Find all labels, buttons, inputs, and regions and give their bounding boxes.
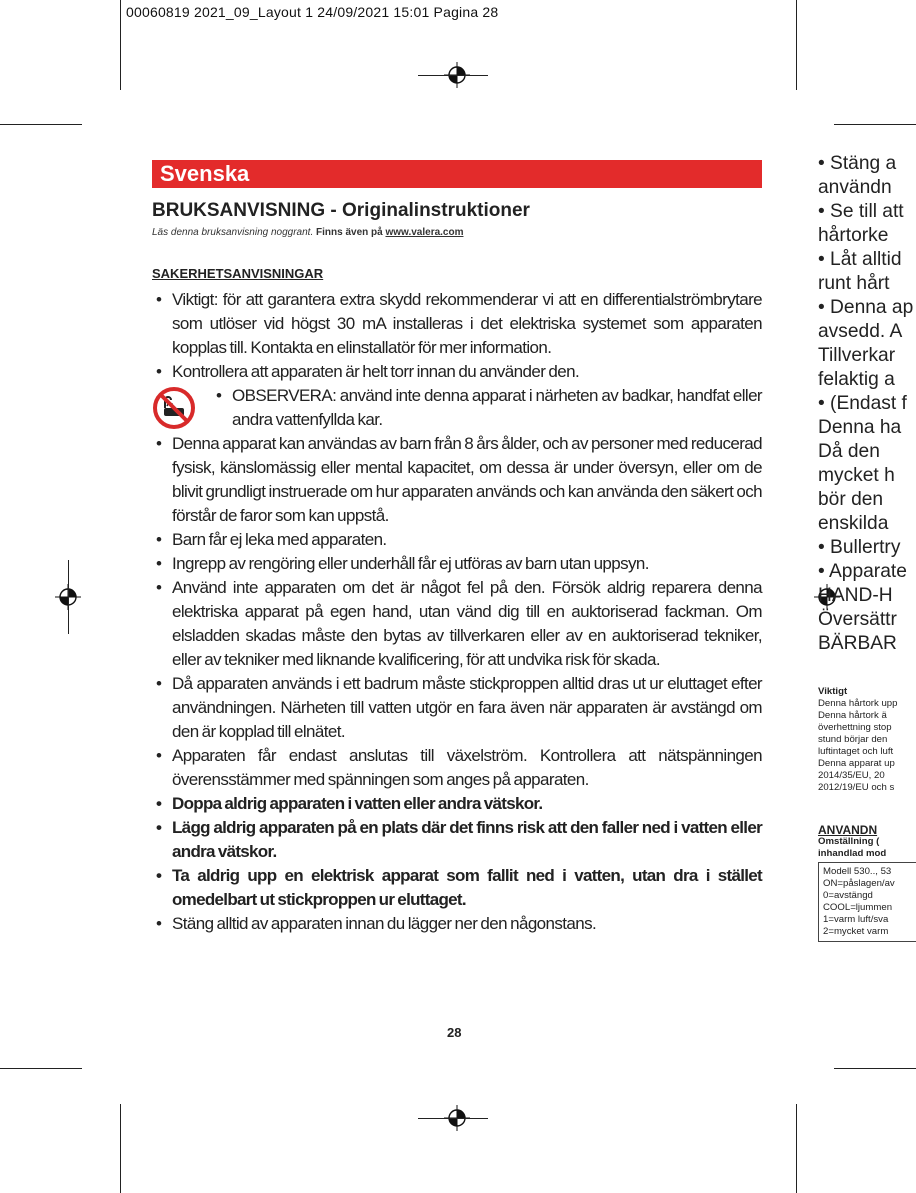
usage-subtitle bbox=[818, 836, 916, 860]
crop-mark bbox=[796, 0, 797, 90]
right-line: • Denna ap bbox=[818, 297, 914, 318]
list-item: • Ta aldrig upp en elektrisk apparat som fallit ned i vatten, utan dra i stället omedelbart ut stickproppen ur eluttaget. bbox=[156, 866, 762, 909]
right-line: mycket h bbox=[818, 465, 895, 486]
list-item-text: Ingrepp av rengöring eller underhåll får ej utföras av barn utan uppsyn. bbox=[172, 554, 649, 573]
list-item: • Då apparaten används i ett badrum måste stickproppen alltid dras ut ur eluttaget efter användningen. Närheten till vatten utgör en fara även när apparaten är avstängd om den är kopplad till elnätet. bbox=[156, 674, 762, 741]
right-line: Omställning ( bbox=[818, 836, 880, 847]
list-item: • Apparaten får endast anslutas till växelström. Kontrollera att nätspänningen överensstämmer med spänningen som anges på apparaten. bbox=[156, 746, 762, 789]
right-line: bör den bbox=[818, 489, 884, 510]
right-line: luftintaget och luft bbox=[818, 746, 894, 757]
right-line: Översättr bbox=[818, 609, 897, 630]
crop-mark bbox=[68, 560, 69, 634]
right-line: Denna hårtork ä bbox=[818, 710, 887, 721]
crop-mark bbox=[834, 124, 916, 125]
right-small-heading: Viktigt bbox=[818, 686, 848, 697]
right-line: 2=mycket varm bbox=[823, 926, 889, 937]
section-header: Svenska bbox=[152, 160, 762, 188]
right-column bbox=[818, 152, 916, 992]
list-item-text: Ta aldrig upp en elektrisk apparat som fallit ned i vatten, utan dra i stället omedelbart ut stickproppen ur eluttaget. bbox=[172, 866, 762, 909]
right-line: Denna apparat up bbox=[818, 758, 895, 769]
subtitle-bold: Finns även på bbox=[316, 227, 383, 238]
website-link[interactable]: www.valera.com bbox=[385, 227, 464, 238]
crop-mark bbox=[0, 1068, 82, 1069]
right-line: 2012/19/EU och s bbox=[818, 782, 895, 793]
right-line: hårtorke bbox=[818, 225, 889, 246]
right-small-lines bbox=[818, 698, 916, 794]
list-item-text: Använd inte apparaten om det är något fel på den. Försök aldrig reparera denna elektriska apparat på egen hand, utan vänd dig till en auktoriserad fackman. Om elsladden skadas måste den bytas av tillverkaren eller av en auktoriserad tekniker, eller av tekniker med liknande kvalificering, för att undvika risk för skada. bbox=[172, 578, 762, 669]
list-item-text: Doppa aldrig apparaten i vatten eller andra vätskor. bbox=[172, 794, 543, 813]
list-item: • Denna apparat kan användas av barn från 8 års ålder, och av personer med reducerad fysisk, känslomässig eller mental kapacitet, om dessa är under översyn, eller om de blivit grundligt instruerade om hur apparaten används och kan använda den säkert och förstår de faror som kan uppstå. bbox=[156, 434, 762, 525]
crop-mark bbox=[120, 1104, 121, 1193]
warning-block bbox=[152, 384, 762, 432]
subtitle bbox=[152, 227, 463, 238]
page-number: 28 bbox=[447, 1025, 462, 1040]
model-table bbox=[818, 862, 916, 942]
crop-mark bbox=[120, 0, 121, 90]
right-line: användn bbox=[818, 177, 892, 198]
right-line: stund börjar den bbox=[818, 734, 888, 745]
right-line: ON=påslagen/av bbox=[823, 878, 895, 889]
right-line: • Apparate bbox=[818, 561, 907, 582]
list-item: • Kontrollera att apparaten är helt torr innan du använder den. bbox=[156, 362, 580, 381]
right-column-lines bbox=[818, 152, 916, 656]
list-item-text: Stäng alltid av apparaten innan du lägger ner den någonstans. bbox=[172, 914, 597, 933]
right-line: felaktig a bbox=[818, 369, 895, 390]
right-line: Modell 530.., 53 bbox=[823, 866, 892, 877]
right-line: Denna ha bbox=[818, 417, 902, 438]
crop-mark bbox=[796, 1104, 797, 1193]
right-line: överhettning stop bbox=[818, 722, 892, 733]
list-item-text: Då apparaten används i ett badrum måste stickproppen alltid dras ut ur eluttaget efter användningen. Närheten till vatten utgör en fara även när apparaten är avstängd om den är kopplad till elnätet. bbox=[172, 674, 762, 741]
list-item: • Stäng alltid av apparaten innan du lägger ner den någonstans. bbox=[156, 914, 597, 933]
right-line: • Se till att bbox=[818, 201, 904, 222]
crop-mark bbox=[418, 1118, 488, 1119]
right-line: BÄRBAR bbox=[818, 633, 897, 654]
right-line: • (Endast f bbox=[818, 393, 907, 414]
right-line: 2014/35/EU, 20 bbox=[818, 770, 885, 781]
list-item: • Lägg aldrig apparaten på en plats där det finns risk att den faller ned i vatten eller andra vätskor. bbox=[156, 818, 762, 861]
safety-heading: SAKERHETSANVISNINGAR bbox=[152, 266, 324, 281]
list-item: • Använd inte apparaten om det är något fel på den. Försök aldrig reparera denna elektriska apparat på egen hand, utan vänd dig till en auktoriserad fackman. Om elsladden skadas måste den bytas av tillverkaren eller av en auktoriserad tekniker, eller av tekniker med liknande kvalificering, för att undvika risk för skada. bbox=[156, 578, 762, 669]
list-item-text: Apparaten får endast anslutas till växelström. Kontrollera att nätspänningen överensstämmer med spänningen som anges på apparaten. bbox=[172, 746, 762, 789]
list-item-text: Kontrollera att apparaten är helt torr innan du använder den. bbox=[172, 362, 580, 381]
right-line: • Bullertry bbox=[818, 537, 901, 558]
right-line: • Stäng a bbox=[818, 153, 897, 174]
right-line: inhandlad mod bbox=[818, 848, 887, 859]
right-line: 1=varm luft/sva bbox=[823, 914, 889, 925]
crop-mark bbox=[0, 124, 82, 125]
right-line: avsedd. A bbox=[818, 321, 903, 342]
list-item: • Barn får ej leka med apparaten. bbox=[156, 530, 387, 549]
subtitle-italic: Läs denna bruksanvisning noggrant. bbox=[152, 227, 314, 238]
list-item-text: Barn får ej leka med apparaten. bbox=[172, 530, 387, 549]
list-item-text: Denna apparat kan användas av barn från 8 års ålder, och av personer med reducerad fysisk, känslomässig eller mental kapacitet, om dessa är under översyn, eller om de blivit grundligt instruerade om hur apparaten används och kan använda den säkert och förstår de faror som kan uppstå. bbox=[172, 434, 762, 525]
list-item-text: Viktigt: för att garantera extra skydd rekommenderar vi att en differentialströmbrytare som utlöser vid högst 30 mA installeras i det elektriska systemet som apparaten kopplas till. Kontakta en elinstallatör för mer information. bbox=[172, 290, 762, 357]
list-item: • Doppa aldrig apparaten i vatten eller andra vätskor. bbox=[156, 794, 543, 813]
print-header: 00060819 2021_09_Layout 1 24/09/2021 15:01 Pagina 28 bbox=[126, 4, 499, 20]
right-line: • Låt alltid bbox=[818, 249, 902, 270]
usage-heading: ANVANDN bbox=[818, 823, 878, 837]
list-item: • Viktigt: för att garantera extra skydd rekommenderar vi att en differentialströmbrytare som utlöser vid högst 30 mA installeras i det elektriska systemet som apparaten kopplas till. Kontakta en elinstallatör för mer information. bbox=[156, 290, 762, 357]
page-title: BRUKSANVISNING - Originalinstruktioner bbox=[152, 200, 530, 221]
right-line: Då den bbox=[818, 441, 880, 462]
right-line: COOL=ljummen bbox=[823, 902, 893, 913]
crop-mark bbox=[834, 1068, 916, 1069]
right-line: enskilda bbox=[818, 513, 889, 534]
list-item: • Ingrepp av rengöring eller underhåll får ej utföras av barn utan uppsyn. bbox=[156, 554, 649, 573]
warning-item: • OBSERVERA: använd inte denna apparat i närheten av badkar, handfat eller andra vattenfyllda kar. bbox=[216, 386, 762, 429]
warning-text: OBSERVERA: använd inte denna apparat i närheten av badkar, handfat eller andra vattenfyllda kar. bbox=[232, 386, 762, 429]
right-line: runt hårt bbox=[818, 273, 890, 294]
right-line: 0=avstängd bbox=[823, 890, 873, 901]
right-line: HAND-H bbox=[818, 585, 893, 606]
crop-mark bbox=[418, 75, 488, 76]
safety-list bbox=[152, 288, 762, 936]
no-bathtub-icon bbox=[152, 386, 196, 430]
right-line: Tillverkar bbox=[818, 345, 896, 366]
right-line: Denna hårtork upp bbox=[818, 698, 898, 709]
list-item-text: Lägg aldrig apparaten på en plats där det finns risk att den faller ned i vatten eller andra vätskor. bbox=[172, 818, 762, 861]
